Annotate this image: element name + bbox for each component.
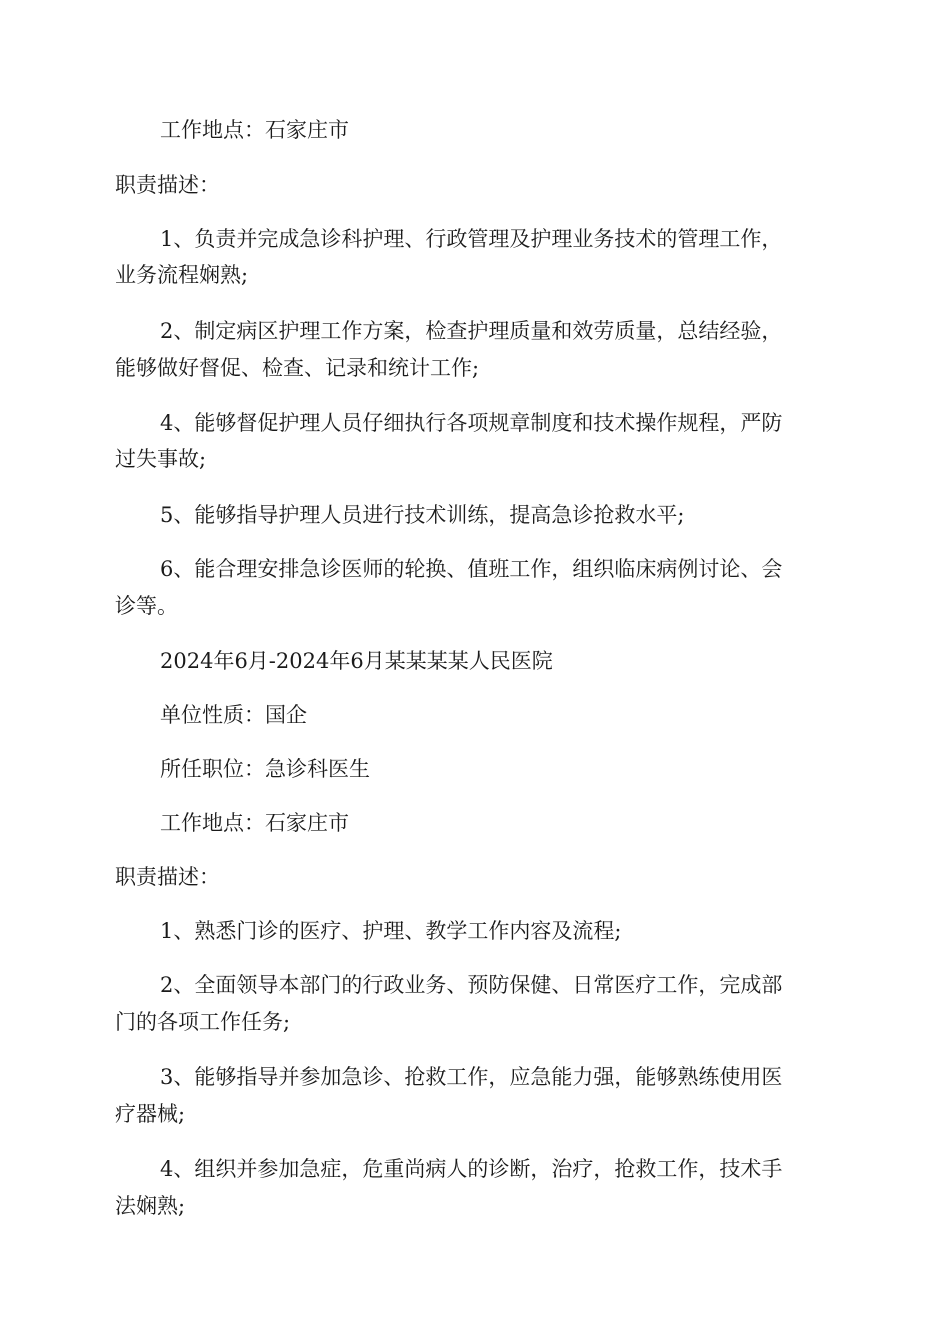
duty-item-2-cont: 能够做好督促、检查、记录和统计工作; [115, 356, 480, 380]
duty2-item-4: 4、组织并参加急症，危重尚病人的诊断，治疗，抢救工作，技术手 [160, 1157, 783, 1181]
work-location-line-2: 工作地点：石家庄市 [160, 811, 349, 835]
duty-item-2: 2、制定病区护理工作方案，检查护理质量和效劳质量，总结经验， [160, 319, 783, 343]
employment-period: 2024年6月-2024年6月某某某某人民医院 [160, 649, 553, 673]
duty-item-6-cont: 诊等。 [115, 594, 178, 618]
duty2-item-1: 1、熟悉门诊的医疗、护理、教学工作内容及流程; [160, 919, 622, 943]
org-type-line: 单位性质：国企 [160, 703, 307, 727]
duty-item-1-cont: 业务流程娴熟; [115, 263, 249, 287]
duty2-item-2: 2、全面领导本部门的行政业务、预防保健、日常医疗工作，完成部 [160, 973, 783, 997]
duty-heading-2: 职责描述： [115, 865, 220, 889]
duty-item-4: 4、能够督促护理人员仔细执行各项规章制度和技术操作规程，严防 [160, 411, 783, 435]
duty-item-1: 1、负责并完成急诊科护理、行政管理及护理业务技术的管理工作， [160, 227, 783, 251]
duty-heading: 职责描述： [115, 173, 220, 197]
position-line: 所任职位：急诊科医生 [160, 757, 370, 781]
duty2-item-2-cont: 门的各项工作任务; [115, 1010, 291, 1034]
duty-item-5: 5、能够指导护理人员进行技术训练，提高急诊抢救水平; [160, 503, 685, 527]
duty-item-4-cont: 过失事故; [115, 447, 207, 471]
duty2-item-4-cont: 法娴熟; [115, 1194, 186, 1218]
work-location-line: 工作地点：石家庄市 [160, 118, 349, 142]
duty2-item-3-cont: 疗器械; [115, 1102, 186, 1126]
duty2-item-3: 3、能够指导并参加急诊、抢救工作，应急能力强，能够熟练使用医 [160, 1065, 783, 1089]
duty-item-6: 6、能合理安排急诊医师的轮换、值班工作，组织临床病例讨论、会 [160, 557, 783, 581]
